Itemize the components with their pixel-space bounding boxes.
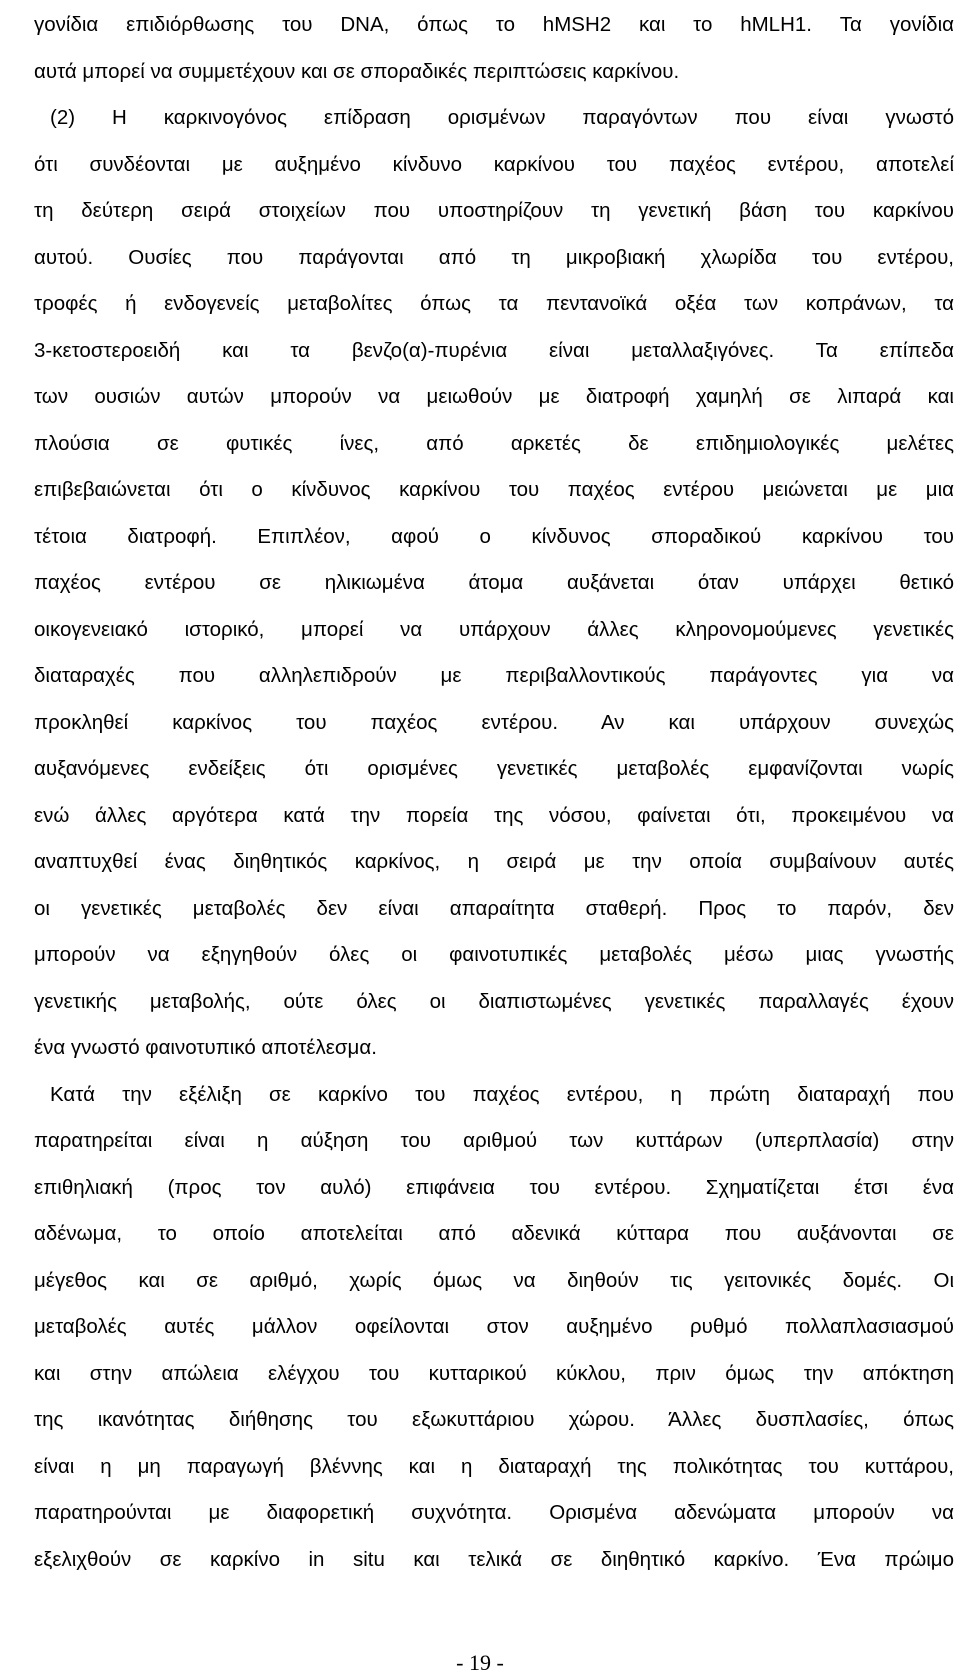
text-line: τροφές ή ενδογενείς μεταβολίτες όπως τα πεντανοϊκά οξέα των κοπράνων, τα: [34, 292, 954, 315]
text-line: μπορούν να εξηγηθούν όλες οι φαινοτυπικές μεταβολές μέσω μιας γνωστής: [34, 943, 954, 966]
text-line: επιθηλιακή (προς τον αυλό) επιφάνεια του εντέρου. Σχηματίζεται έτσι ένα: [34, 1175, 954, 1199]
text-line: μέγεθος και σε αριθμό, χωρίς όμως να διηθούν τις γειτονικές δομές. Οι: [34, 1268, 954, 1292]
text-line: ότι συνδέονται με αυξημένο κίνδυνο καρκίνου του παχέος εντέρου, αποτελεί: [34, 152, 954, 176]
text-line: ενώ άλλες αργότερα κατά την πορεία της νόσου, φαίνεται ότι, προκειμένου να: [34, 803, 954, 827]
text-line: εξελιχθούν σε καρκίνο in situ και τελικά σε διηθητικό καρκίνο. Ένα πρώιμο: [34, 1547, 954, 1571]
text-line: τη δεύτερη σειρά στοιχείων που υποστηρίζουν τη γενετική βάση του καρκίνου: [34, 199, 954, 222]
text-line: γονίδια επιδιόρθωσης του DNA, όπως το hMSH2 και το hMLH1. Τα γονίδια: [34, 13, 954, 36]
text-line: αυτού. Ουσίες που παράγονται από τη μικροβιακή χλωρίδα του εντέρου,: [34, 245, 954, 269]
text-line: αδένωμα, το οποίο αποτελείται από αδενικά κύτταρα που αυξάνονται σε: [34, 1222, 954, 1245]
page-number: - 19 -: [456, 1650, 504, 1675]
text-line: τέτοια διατροφή. Επιπλέον, αφού ο κίνδυνος σποραδικού καρκίνου του: [34, 524, 954, 548]
text-line: και στην απώλεια ελέγχου του κυτταρικού κύκλου, πριν όμως την απόκτηση: [34, 1361, 954, 1385]
text-line: διαταραχές που αλληλεπιδρούν με περιβαλλοντικούς παράγοντες για να: [34, 664, 954, 687]
text-line: (2) Η καρκινογόνος επίδραση ορισμένων παραγόντων που είναι γνωστό: [50, 106, 954, 129]
text-line: των ουσιών αυτών μπορούν να μειωθούν με διατροφή χαμηλή σε λιπαρά και: [34, 385, 954, 408]
text-line: είναι η μη παραγωγή βλέννης και η διαταραχή της πολικότητας του κυττάρου,: [34, 1454, 954, 1478]
text-line: οικογενειακό ιστορικό, μπορεί να υπάρχουν άλλες κληρονομούμενες γενετικές: [34, 617, 954, 641]
text-line: της ικανότητας διήθησης του εξωκυττάριου χώρου. Άλλες δυσπλασίες, όπως: [34, 1408, 954, 1431]
text-line: αυτά μπορεί να συμμετέχουν και σε σποραδικές περιπτώσεις καρκίνου.: [34, 59, 680, 83]
text-line: παχέος εντέρου σε ηλικιωμένα άτομα αυξάνεται όταν υπάρχει θετικό: [34, 571, 954, 594]
text-line: ένα γνωστό φαινοτυπικό αποτέλεσμα.: [34, 1036, 377, 1059]
document-body: [34, 2, 954, 1583]
text-line: οι γενετικές μεταβολές δεν είναι απαραίτητα σταθερή. Προς το παρόν, δεν: [34, 896, 954, 920]
text-line: πλούσια σε φυτικές ίνες, από αρκετές δε επιδημιολογικές μελέτες: [34, 431, 954, 455]
text-line: αυξανόμενες ενδείξεις ότι ορισμένες γενετικές μεταβολές εμφανίζονται νωρίς: [34, 757, 954, 780]
text-line: αναπτυχθεί ένας διηθητικός καρκίνος, η σειρά με την οποία συμβαίνουν αυτές: [34, 850, 954, 873]
text-line: παρατηρείται είναι η αύξηση του αριθμού των κυττάρων (υπερπλασία) στην: [34, 1129, 954, 1152]
text-line: προκληθεί καρκίνος του παχέος εντέρου. Αν και υπάρχουν συνεχώς: [34, 710, 954, 734]
text-line: παρατηρούνται με διαφορετική συχνότητα. Ορισμένα αδενώματα μπορούν να: [34, 1501, 954, 1524]
text-line: Κατά την εξέλιξη σε καρκίνο του παχέος εντέρου, η πρώτη διαταραχή που: [50, 1082, 954, 1106]
text-line: γενετικής μεταβολής, ούτε όλες οι διαπιστωμένες γενετικές παραλλαγές έχουν: [34, 989, 954, 1013]
text-line: 3-κετοστεροειδή και τα βενζο(α)-πυρένια είναι μεταλλαξιγόνες. Τα επίπεδα: [34, 338, 954, 362]
text-line: επιβεβαιώνεται ότι ο κίνδυνος καρκίνου του παχέος εντέρου μειώνεται με μια: [34, 478, 954, 501]
text-line: μεταβολές αυτές μάλλον οφείλονται στον αυξημένο ρυθμό πολλαπλασιασμού: [34, 1315, 954, 1338]
